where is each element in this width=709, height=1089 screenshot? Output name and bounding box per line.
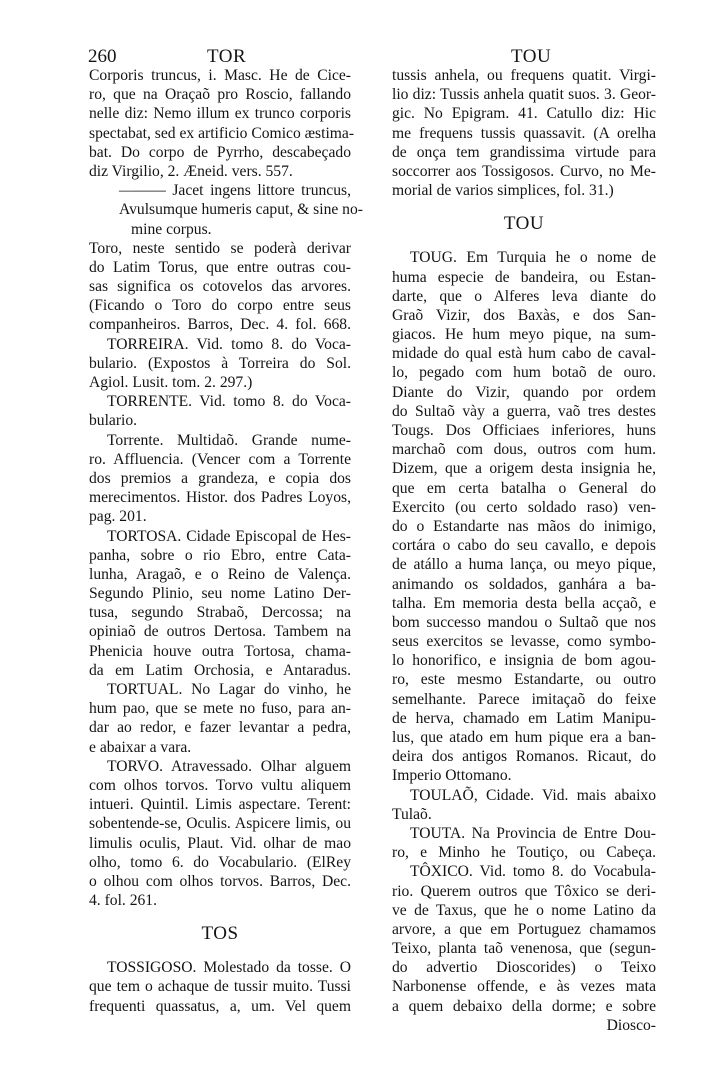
text-line: talha. Em memoria desta bella acçaõ, e xyxy=(392,594,656,612)
text-line: animando os soldados, ganhára a ba- xyxy=(392,575,656,593)
text-line: olho, tomo 6. do Vocabulario. (ElRey xyxy=(89,853,351,871)
text-line: seus exercitos se levasse, como symbo- xyxy=(392,633,656,651)
text-line: lio diz: Tussis anhela quatit suos. 3. Geor- xyxy=(392,86,656,104)
text-line: darte, que o Alferes leva diante do xyxy=(392,287,656,305)
text-line: lus, que atado em hum pique era a ban- xyxy=(392,729,656,746)
text-line: limulis oculis, Plaut. Vid. olhar de mao xyxy=(89,834,351,852)
text-line: Agiol. Lusit. tom. 2. 297.) xyxy=(89,374,253,391)
text-line: a quem debaixo della dorme; e sobre xyxy=(392,997,656,1015)
text-line: Tougs. Dos Officiaes inferiores, huns xyxy=(392,422,656,439)
text-line: TOUG. Em Turquia he o nome de xyxy=(410,249,656,267)
text-line: TÔXICO. Vid. tomo 8. do Vocabula- xyxy=(410,863,656,881)
text-line: diz Virgilio, 2. Æneid. vers. 557. xyxy=(89,162,293,180)
text-line: lo honorifico, e insignia de bom agou- xyxy=(392,652,656,670)
text-line: tussis anhela, ou frequens quatit. Virgi- xyxy=(392,67,656,84)
page-number: 260 xyxy=(88,46,117,67)
text-line: marchaõ com dous, outros com hum. xyxy=(392,441,656,459)
text-line: ve de Taxus, que he o nome Latino da xyxy=(392,901,656,919)
text-line: ro. Affluencia. (Vencer com a Torrente xyxy=(89,450,351,468)
text-line: e abaixar a vara. xyxy=(89,738,192,756)
text-line: Teixo, planta taõ venenosa, que (segun- xyxy=(392,940,656,958)
left-column xyxy=(89,66,363,1016)
text-line: frequenti quassatus, a, um. Vel quem xyxy=(89,997,351,1015)
text-line: de atállo a huma lança, ou meyo pique, xyxy=(392,556,656,574)
text-line: semelhante. Parece imitaçaõ do feixe xyxy=(392,690,656,708)
text-line: midade do qual està hum cabo de caval- xyxy=(392,345,656,363)
text-line: Toro, neste sentido se poderà derivar xyxy=(89,239,351,257)
text-line: giacos. He hum meyo pique, na sum- xyxy=(392,326,656,344)
text-line: ro, que na Oraçaõ pro Roscio, fallando xyxy=(89,86,351,104)
running-head-left: TOR xyxy=(207,46,247,67)
text-line: do Latim Torus, que entre outras cou- xyxy=(89,258,351,276)
text-line: TOULAÕ, Cidade. Vid. mais abaixo xyxy=(410,786,656,804)
text-line: Imperio Ottomano. xyxy=(392,767,512,785)
text-line: TORREIRA. Vid. tomo 8. do Voca- xyxy=(107,335,351,353)
text-line: 4. fol. 261. xyxy=(89,892,158,910)
text-line: rio. Querem outros que Tôxico se deri- xyxy=(392,882,656,900)
text-line: Narbonense offende, e às vezes mata xyxy=(392,978,656,996)
text-line: spectabat, sed ex artificio Comico æstima- xyxy=(89,124,355,142)
text-line: do o Estandarte nas mãos do inimigo, xyxy=(392,517,656,535)
text-line: ro, este mesmo Estandarte, ou outro xyxy=(392,671,656,689)
text-line: Exercito (ou certo soldado raso) ven- xyxy=(392,498,656,516)
text-line: com olhos torvos. Torvo vultu aliquem xyxy=(89,776,351,794)
text-line: Avulsumque humeris caput, & sine no- xyxy=(119,201,363,219)
text-line: cortára o cabo do seu cavallo, e depois xyxy=(392,537,656,555)
text-line: opiniaõ de outros Dertosa. Tambem na xyxy=(89,623,351,641)
text-line: panha, sobre o rio Ebro, entre Cata- xyxy=(89,546,351,564)
text-line: de herva, chamado em Latim Manipu- xyxy=(392,709,656,727)
text-line: Diante do Vizir, quando por ordem xyxy=(392,383,656,401)
text-line: intueri. Quintil. Limis aspectare. Terent: xyxy=(89,796,351,814)
text-line: companheiros. Barros, Dec. 4. fol. 668. xyxy=(89,316,351,334)
text-line: mine corpus. xyxy=(131,220,212,238)
text-line: TOUTA. Na Provincia de Entre Dou- xyxy=(410,824,656,842)
text-line: arvore, a que em Portuguez chamamos xyxy=(392,920,656,938)
text-line: TORVO. Atravessado. Olhar alguem xyxy=(107,757,351,775)
text-line: morial de varios simplices, fol. 31.) xyxy=(392,182,614,200)
catchword: Diosco- xyxy=(606,1016,656,1034)
text-line: hum pao, que se mete no fuso, para an- xyxy=(89,700,351,718)
text-line: Dizem, que a origem desta insignia he, xyxy=(392,460,656,478)
text-line: do advertio Dioscorides) o Teixo xyxy=(392,959,656,977)
text-line: merecimentos. Histor. dos Padres Loyos, xyxy=(89,489,351,507)
text-line: gic. No Epigram. 41. Catullo diz: Hic xyxy=(392,105,656,123)
running-head-right: TOU xyxy=(511,46,552,67)
text-line: da em Latim Orchosia, e Antaradus. xyxy=(89,661,351,679)
text-line: Corporis truncus, i. Masc. He de Cice- xyxy=(89,67,351,84)
text-line: bulario. xyxy=(89,412,138,430)
text-line: TORTOSA. Cidade Episcopal de Hes- xyxy=(107,527,351,545)
text-line: sas significa os cotovelos das arvores. xyxy=(89,278,351,296)
text-line: do Sultaõ vày a guerra, vaõ tres destes xyxy=(392,402,656,420)
text-line: pag. 201. xyxy=(89,508,147,526)
text-line: Graõ Vizir, dos Baxàs, e dos San- xyxy=(392,306,656,324)
text-line: lunha, Aragaõ, e o Reino de Valença. xyxy=(89,565,351,583)
text-line: soccorrer aos Tossigosos. Curvo, no Me- xyxy=(392,162,656,180)
text-line: Tulaõ. xyxy=(392,805,432,823)
section-heading-tos: TOS xyxy=(201,923,239,945)
text-line: TORTUAL. No Lagar do vinho, he xyxy=(107,681,351,698)
text-line: me frequens tussis quassavit. (A orelha xyxy=(392,124,656,142)
text-line: Segundo Plinio, seu nome Latino Der- xyxy=(89,585,351,603)
text-line: Torrente. Multidaõ. Grande nume- xyxy=(107,431,351,449)
text-line: ro, e Minho he Toutiço, ou Cabeça. xyxy=(392,844,656,862)
text-line: TOSSIGOSO. Molestado da tosse. O xyxy=(107,959,351,977)
text-line: lo, pegado com hum botaõ de ouro. xyxy=(392,364,656,382)
text-line: ——— Jacet ingens littore truncus, xyxy=(119,182,351,200)
text-line: sobentende-se, Oculis. Aspicere limis, ou xyxy=(89,815,351,833)
text-line: deira dos antigos Romanos. Ricaut, do xyxy=(392,748,656,766)
text-line: de onça tem grandissima virtude para xyxy=(392,143,656,161)
section-heading-tou: TOU xyxy=(503,213,545,235)
text-line: dar ao redor, e fazer levantar a pedra, xyxy=(89,719,351,737)
text-line: nelle diz: Nemo illum ex trunco corporis xyxy=(89,105,351,123)
text-line: bom successo mandou o Sultaõ que nos xyxy=(392,613,656,631)
text-line: que em certa batalha o General do xyxy=(392,479,656,497)
right-column xyxy=(392,66,656,1035)
text-line: dos premios a grandeza, e copia dos xyxy=(89,469,351,487)
text-line: TORRENTE. Vid. tomo 8. do Voca- xyxy=(107,393,351,411)
text-line: huma especie de bandeira, ou Estan- xyxy=(392,268,656,286)
text-line: bat. Do corpo de Pyrrho, descabeçado xyxy=(89,143,351,161)
text-line: tusa, segundo Strabaõ, Dercossa; na xyxy=(89,604,351,622)
text-line: o olhou com olhos torvos. Barros, Dec. xyxy=(89,872,351,890)
text-line: que tem o achaque de tussir muito. Tussi xyxy=(89,978,351,996)
text-line: (Ficando o Toro do corpo entre seus xyxy=(89,297,351,315)
text-line: Phenicia houve outra Tortosa, chama- xyxy=(89,642,351,660)
text-line: bulario. (Expostos à Torreira do Sol. xyxy=(89,354,351,372)
